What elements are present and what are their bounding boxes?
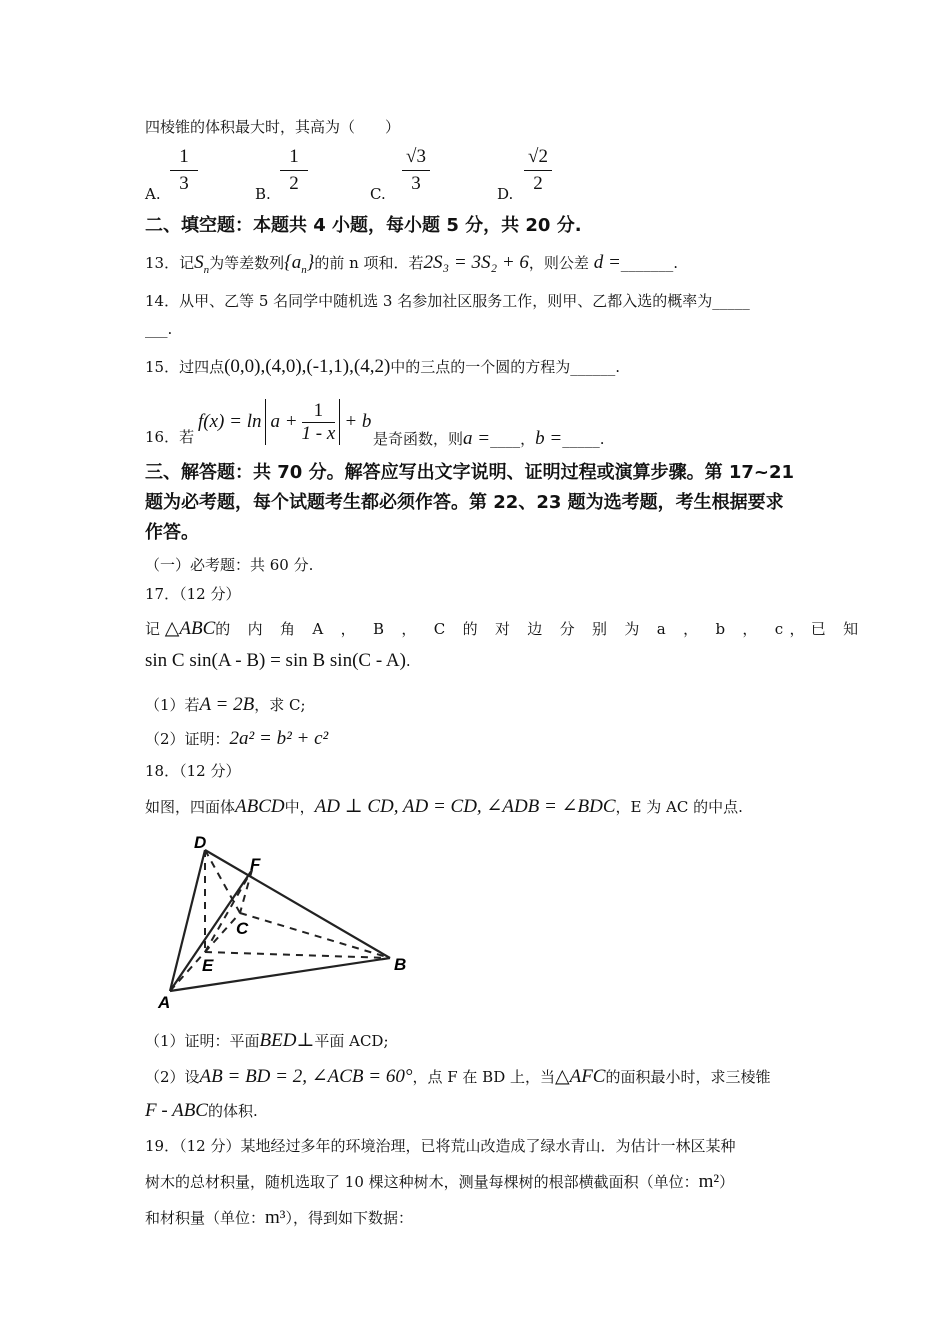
q19-text-b: ）	[719, 1173, 735, 1191]
q16-fx: f(x) = ln	[198, 411, 262, 432]
q18-part1	[145, 1030, 389, 1053]
q18-p2-text-b: ，点 F 在 BD 上，当	[412, 1068, 555, 1086]
q13-eq: 2S₃ = 3S₂ + 6	[423, 252, 529, 273]
q16-frac	[302, 400, 336, 445]
q19-unit-volume: m³	[265, 1207, 286, 1228]
q15-points: (0,0),(4,0),(-1,1),(4,2)	[224, 356, 391, 377]
q16-function	[198, 398, 371, 446]
q15-text1: 15．过四点	[145, 358, 225, 376]
q19-line3	[145, 1207, 413, 1230]
q16-frac-num: 1	[313, 399, 324, 421]
q13-an: $\{a_n\}$	[284, 252, 315, 276]
q17-condition: sin C sin(A - B) = sin B sin(C - A)	[145, 650, 406, 671]
section3-heading-line3: 作答。	[145, 522, 199, 543]
q13-num: 13．记	[145, 254, 195, 272]
q18-p2-eq: AB = BD = 2, ∠ACB = 60°	[199, 1066, 413, 1087]
q18-line1	[145, 796, 743, 819]
fraction-denominator: 2	[533, 173, 543, 194]
option-fraction	[524, 146, 552, 195]
fraction-numerator: 1	[179, 146, 189, 167]
q19-unit-area: m²	[698, 1171, 720, 1192]
q14-line1: 14．从甲、乙等 5 名同学中随机选 3 名参加社区服务工作，则甲、乙都入选的概率为_____	[145, 292, 750, 310]
label-E: E	[202, 956, 214, 975]
label-B: B	[394, 955, 407, 974]
q18-p2-text-c: 的面积最小时，求三棱锥	[605, 1068, 771, 1086]
fraction-bar	[402, 170, 430, 171]
edge-EF	[205, 870, 252, 952]
fraction-numerator: √2	[528, 146, 548, 167]
q18-p2-triangle: △AFC	[554, 1066, 606, 1087]
q18-text-b: 中，	[284, 798, 315, 816]
q13-sn: $S_n$	[194, 252, 210, 276]
q16-tail	[373, 428, 604, 450]
option-fraction	[170, 146, 198, 195]
q16-blank1: ____，	[490, 430, 536, 448]
label-D: D	[194, 833, 207, 852]
q18-pyramid: F - ABC	[145, 1100, 208, 1121]
label-A: A	[158, 993, 171, 1012]
q14-line2: ___.	[145, 320, 173, 338]
q19-text-c: 和材积量（单位：	[145, 1209, 266, 1227]
q19-line1: 19．（12 分）某地经过多年的环境治理，已将荒山改造成了绿水青山．为估计一林区某种	[145, 1137, 736, 1155]
option-label: D.	[497, 185, 514, 203]
q16-blank2: _____.	[562, 430, 605, 448]
q17-line2	[145, 650, 411, 673]
q18-part2-line2	[145, 1100, 258, 1123]
q16-plus-b: + b	[344, 411, 372, 432]
edge-EB	[205, 952, 390, 958]
q18-condition: AD ⊥ CD, AD = CD, ∠ADB = ∠BDC	[314, 796, 616, 817]
fraction-numerator: √3	[406, 146, 426, 167]
label-F: F	[250, 855, 261, 874]
q18-p1-text: 平面 ACD;	[314, 1032, 389, 1050]
q17-line1	[145, 618, 864, 641]
q18-p3-text: 的体积.	[207, 1102, 258, 1120]
option-label: B.	[255, 185, 271, 203]
q18-head: 18．（12 分）	[145, 762, 241, 780]
q18-part2	[145, 1066, 771, 1089]
label-C: C	[236, 919, 249, 938]
q13-text3: ，则公差	[528, 254, 589, 272]
q18-perp: ⊥	[296, 1030, 315, 1051]
q19-text-d: ），得到如下数据：	[285, 1209, 414, 1227]
section2-heading: 二、填空题：本题共 4 小题，每小题 5 分，共 20 分.	[145, 215, 582, 236]
q18-p1-label: （1）证明：平面	[145, 1032, 260, 1050]
tetrahedron-figure	[150, 828, 420, 1013]
q16-abs	[265, 399, 340, 445]
q19-line2	[145, 1171, 734, 1194]
q18-p1-bed: BED	[259, 1030, 297, 1051]
q17-p1-eq: A = 2B	[199, 694, 255, 715]
q16-a: a +	[270, 411, 298, 432]
fraction-bar	[280, 170, 308, 171]
section3-heading-line2: 题为必考题，每个试题考生都必须作答。第 22、23 题为选考题，考生根据要求	[145, 492, 784, 513]
q17-p1-text: ，求 C;	[254, 696, 306, 714]
q13-d: d =	[593, 252, 621, 273]
q15-text2: 中的三点的一个圆的方程为______.	[390, 358, 621, 376]
q17-part1	[145, 694, 306, 717]
q17-text-a: 记	[145, 620, 161, 638]
q18-text-a: 如图，四面体	[145, 798, 236, 816]
q19-text-a: 树木的总材积量，随机选取了 10 棵这种树木，测量每棵树的根部横截面积（单位：	[145, 1173, 699, 1191]
q17-part2	[145, 728, 328, 751]
fraction-bar	[170, 170, 198, 171]
section3-heading-line1: 三、解答题：共 70 分。解答应写出文字说明、证明过程或演算步骤。第 17~21	[145, 462, 795, 483]
q13-text2: 的前 n 项和．若	[314, 254, 424, 272]
q17-p2-eq: 2a² = b² + c²	[229, 728, 329, 749]
q13-blank: _______.	[620, 254, 679, 272]
q15	[145, 356, 620, 379]
option-label: C.	[370, 185, 386, 203]
fraction-numerator: 1	[289, 146, 299, 167]
option-label: A.	[145, 185, 161, 203]
q18-p2-label: （2）设	[145, 1068, 200, 1086]
edge-CB	[240, 913, 390, 958]
fraction-bar	[524, 170, 552, 171]
q17-p1-label: （1）若	[145, 696, 200, 714]
q13	[145, 252, 678, 277]
q16-b-eq: b =	[535, 428, 563, 449]
q16-a-eq: a =	[463, 428, 491, 449]
q17-triangle: △ABC	[164, 618, 216, 639]
q17-period: .	[405, 652, 411, 670]
fraction-denominator: 2	[289, 173, 299, 194]
q16-frac-den: 1 - x	[301, 422, 336, 444]
q18-abcd: ABCD	[235, 796, 285, 817]
q16-label: 16．若	[145, 428, 195, 446]
fraction-denominator: 3	[179, 173, 189, 194]
edge-FC	[240, 870, 252, 913]
q17-text-b: 的 内 角 A ， B ， C 的 对 边 分 别 为 a ， b ， c，已 知	[215, 620, 865, 638]
edge-DA	[170, 850, 205, 991]
q17-p2-label: （2）证明：	[145, 730, 230, 748]
q18-text-c: ，E 为 AC 的中点.	[615, 798, 743, 816]
q17-head: 17．（12 分）	[145, 585, 241, 603]
subsection-required: （一）必考题：共 60 分.	[145, 556, 314, 574]
q12-stem: 四棱锥的体积最大时，其高为（ ）	[145, 118, 401, 136]
q16-text2: 是奇函数，则	[373, 430, 464, 448]
fraction-denominator: 3	[411, 173, 421, 194]
option-fraction	[280, 146, 308, 195]
q13-text1: 为等差数列	[209, 254, 285, 272]
option-fraction	[402, 146, 430, 195]
